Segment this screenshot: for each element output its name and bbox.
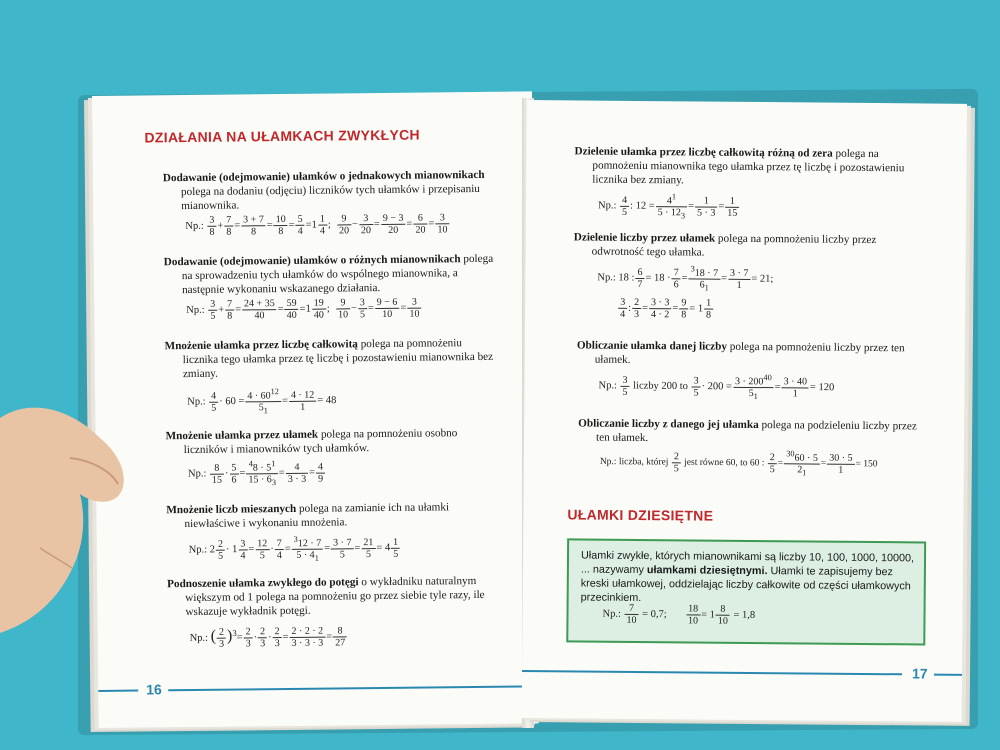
example-9: $\frac{3}{4}$ : $\frac{2}{3}$ = $\frac{3 \cdot 3}{4 \cdot 2}$ = $\frac{9}{8}$ = 1 $\frac{1}{8}$ bbox=[620, 296, 712, 321]
section-mult-frac: Mnożenie ułamka przez ułamek polega na pomnożeniu osobno liczników i mianowników tych ułamków. bbox=[165, 427, 458, 457]
example-11: Np.: liczba, której $\frac{2}{5}$ jest równe 60, to 60 : $\frac{2}{5}$ = $\frac{^{30}60 \cdot 5}{2_1}$ = $\frac{30 \cdot 5}{1}$ = 150 bbox=[599, 449, 878, 478]
decimal-title: UŁAMKI DZIESIĘTNE bbox=[567, 506, 714, 524]
footer-rule-r-right bbox=[934, 674, 962, 676]
section-div-frac: Dzielenie liczby przez ułamek polega na pomnożeniu liczby przez odwrotność tego ułamka. bbox=[573, 231, 877, 259]
example-1: Np.: $\frac{3}{8}$ + $\frac{7}{8}$ = $\frac{3 + 7}{8}$ = $\frac{10}{8}$ = $\frac{5}{4}$ =1 $\frac{1}{4}$ ; $\frac{9}{20}$ − $\frac{3}{20}$ = $\frac{9 - 3}{20}$ = $\frac{6}{20}$ = $\frac{3}{10}$ bbox=[185, 212, 448, 238]
footer-rule-left bbox=[98, 690, 138, 692]
left-page-title: DZIAŁANIA NA UŁAMKACH ZWYKŁYCH bbox=[144, 126, 421, 146]
decimal-example: Np.: $\frac{7}{10}$ = 0,7; $\frac{18}{10}$ = 1 $\frac{8}{10}$ = 1,8 bbox=[602, 602, 756, 627]
example-4: Np.: $\frac{8}{15}$ · $\frac{5}{6}$ = $\frac{^48 \cdot 5^1}{15 \cdot 6_3}$ = $\frac{4}{3 \cdot 3}$ = $\frac{4}{9}$ bbox=[187, 459, 324, 488]
example-8: Np.: 18 : $\frac{6}{7}$ = 18 · $\frac{7}{6}$ = $\frac{^318 \cdot 7}{6_1}$ = $\frac{3 \cdot 7}{1}$ = 21; bbox=[597, 264, 774, 293]
page-number-17: 17 bbox=[911, 665, 928, 682]
section-add-same bbox=[163, 168, 493, 213]
example-7: Np.: $\frac{4}{5}$ : 12 = $\frac{4^1}{5 \cdot 12_3}$ = $\frac{1}{5 \cdot 3}$ = $\frac{1}{15}$ bbox=[598, 191, 741, 223]
hand bbox=[0, 398, 130, 638]
section-power: Podnoszenie ułamka zwykłego do potęgi o wykładniku naturalnym większym od 1 polega na pomnożeniu go przez siebie tyle razy, ile wskazuje wykładnik potęgi. bbox=[167, 575, 485, 619]
example-3: Np.: $\frac{4}{5}$ · 60 = $\frac{4 \cdot 60^{12}}{5_1}$ = $\frac{4 \cdot 12}{1}$ = 48 bbox=[187, 387, 337, 416]
section-mult-mixed: Mnożenie liczb mieszanych polega na zamianie ich na ułamki niewłaściwe i wykonaniu mnożenia. bbox=[166, 501, 450, 531]
example-6: Np.: ( $\frac{2}{3}$ )$^3$= $\frac{2}{3}$ · $\frac{2}{3}$ · $\frac{2}{3}$ = $\frac{2 \cdot 2 \cdot 2}{3 \cdot 3 \cdot 3}$ = $\frac{8}{27}$ bbox=[189, 625, 346, 650]
footer-rule-right bbox=[168, 685, 538, 690]
left-page bbox=[92, 91, 539, 728]
page-number-16: 16 bbox=[146, 681, 162, 698]
example-2: Np.: $\frac{3}{5}$ + $\frac{7}{8}$ = $\frac{24 + 35}{40}$ = $\frac{59}{40}$ =1 $\frac{19}{40}$ ; $\frac{9}{10}$ − $\frac{3}{5}$ = $\frac{9 - 6}{10}$ = $\frac{3}{10}$ bbox=[186, 296, 420, 322]
section-bold: Dodawanie (odejmowanie) ułamków o jednakowych mianownikach bbox=[162, 168, 485, 185]
decimal-definition-box bbox=[566, 538, 926, 645]
section-add-diff: Dodawanie (odejmowanie) ułamków o różnych mianownikach polega na sprowadzeniu tych ułamków do wspólnego mianownika, a następnie wykonaniu wskazanego działania. bbox=[163, 252, 494, 297]
section-div-int: Dzielenie ułamka przez liczbę całkowitą różną od zera polega na pomnożeniu mianownika tego ułamka przez tę liczbę i pozostawieniu licznika bez zmiany. bbox=[574, 145, 905, 187]
section-frac-of-number: Obliczanie ułamka danej liczby polega na pomnożeniu liczby przez ten ułamek. bbox=[576, 339, 905, 366]
footer-rule-r-left bbox=[522, 670, 902, 675]
example-10: Np.: $\frac{3}{5}$ liczby 200 to $\frac{3}{5}$ · 200 = $\frac{3 \cdot 200^{40}}{5_1}$ = $\frac{3 \cdot 40}{1}$ = 120 bbox=[598, 373, 835, 402]
section-text: polega na dodaniu (odjęciu) liczników tych ułamków i przepisaniu mianownika. bbox=[180, 182, 480, 213]
section-number-from-frac: Obliczanie liczby z danego jej ułamka polega na podzieleniu liczby przez ten ułamek. bbox=[578, 417, 917, 445]
section-mult-int: Mnożenie ułamka przez liczbę całkowitą polega na pomnożeniu licznika tego ułamka przez tę liczbę i pozostawieniu mianownika bez zmiany. bbox=[164, 337, 494, 381]
example-5: Np.: 2 $\frac{2}{5}$ · 1 $\frac{3}{4}$ = $\frac{12}{5}$ · $\frac{7}{4}$ = $\frac{^312 \cdot 7}{5 \cdot 4_1}$ = $\frac{3 \cdot 7}{5}$ = $\frac{21}{5}$ = 4 $\frac{1}{5}$ bbox=[188, 534, 399, 564]
right-page bbox=[522, 100, 967, 722]
decimal-definition: Ułamki zwykłe, których mianownikami są liczby 10, 100, 1000, 10000, ... nazywamy ułamkami dziesiętnymi. Ułamki te zapisujemy bez kreski ułamkowej, oddzielając liczby całkowite od części ułamkowych przecinkiem. bbox=[580, 549, 915, 605]
